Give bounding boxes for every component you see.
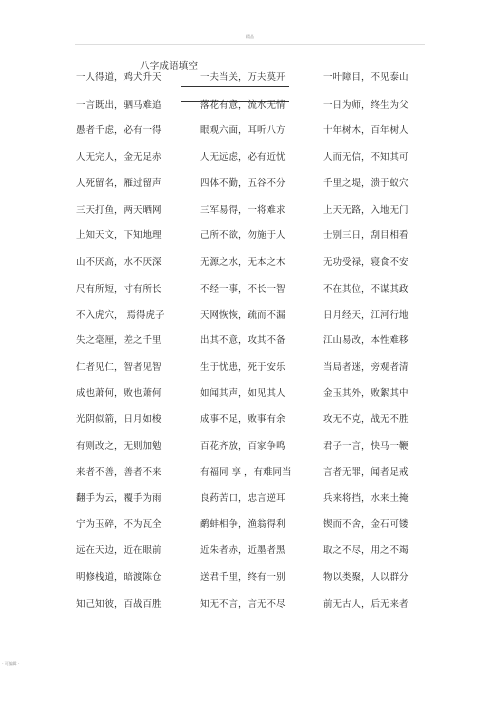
- idiom-cell: 金玉其外，败絮其中: [323, 388, 409, 399]
- idiom-cell: 千里之堤，溃于蚁穴: [323, 178, 409, 189]
- idiom-cell: 出其不意，攻其不备: [200, 335, 286, 346]
- idiom-cell: 山不厌高，水不厌深: [76, 257, 162, 268]
- idiom-cell: 愚者千虑，必有一得: [76, 125, 162, 136]
- idiom-cell: 上知天文，下知地理: [76, 230, 162, 241]
- idiom-cell: 有福同 享 ，有难同当: [200, 467, 292, 478]
- table-row: [0, 99, 500, 113]
- idiom-cell: 人而无信，不知其可: [323, 152, 409, 163]
- idiom-cell: 四体不勤，五谷不分: [200, 178, 286, 189]
- table-row: [0, 518, 500, 532]
- table-row: [0, 124, 500, 138]
- idiom-cell: 江山易改，本性难移: [323, 335, 409, 346]
- idiom-cell: 当局者迷，旁观者清: [323, 362, 409, 373]
- idiom-cell: 来者不善，善者不来: [76, 467, 162, 478]
- table-row: [0, 492, 500, 506]
- idiom-cell: 一叶障目，不见泰山: [323, 72, 409, 83]
- idiom-cell: 不入虎穴， 焉得虎子: [76, 310, 165, 321]
- idiom-cell: 失之毫厘，差之千里: [76, 335, 162, 346]
- table-row: [0, 334, 500, 348]
- idiom-cell: 一夫当关，万夫莫开: [200, 72, 286, 83]
- idiom-cell: 落花有意，流水无情: [200, 100, 286, 111]
- idiom-cell: 明修栈道，暗渡陈仓: [76, 572, 162, 583]
- idiom-cell: 生于忧患，死于安乐: [200, 362, 286, 373]
- idiom-cell: 鹬蚌相争，渔翁得利: [200, 519, 286, 530]
- idiom-cell: 良药苦口，忠言逆耳: [200, 493, 286, 504]
- idiom-cell: 光阴似箭，日月如梭: [76, 414, 162, 425]
- table-row: [0, 283, 500, 297]
- table-row: [0, 361, 500, 375]
- idiom-cell: 上天无路，入地无门: [323, 205, 409, 216]
- idiom-cell: 知己知彼，百战百胜: [76, 599, 162, 610]
- idiom-cell: 仁者见仁，智者见智: [76, 362, 162, 373]
- idiom-cell: 一日为师，终生为父: [323, 100, 409, 111]
- idiom-cell: 知无不言，言无不尽: [200, 599, 286, 610]
- idiom-cell: 成事不足，败事有余: [200, 414, 286, 425]
- table-row: [0, 256, 500, 270]
- page-header: 精品: [246, 34, 254, 39]
- idiom-cell: 人无远虑，必有近忧: [200, 152, 286, 163]
- idiom-cell: 君子一言，快马一鞭: [323, 441, 409, 452]
- table-row: [0, 598, 500, 612]
- idiom-cell: 一言既出，驷马难追: [76, 100, 162, 111]
- table-row: [0, 177, 500, 191]
- idiom-cell: 十年树木，百年树人: [323, 125, 409, 136]
- table-row: [0, 466, 500, 480]
- idiom-cell: 成也萧何，败也萧何: [76, 388, 162, 399]
- idiom-cell: 锲而不舍，金石可镂: [323, 519, 409, 530]
- idiom-cell: 近朱者赤，近墨者黑: [200, 545, 286, 556]
- table-row: [0, 544, 500, 558]
- idiom-cell: 如闻其声，如见其人: [200, 388, 286, 399]
- table-row: [0, 413, 500, 427]
- idiom-cell: 不在其位，不谋其政: [323, 284, 409, 295]
- idiom-cell: 远在天边，近在眼前: [76, 545, 162, 556]
- idiom-cell: 人死留名，雁过留声: [76, 178, 162, 189]
- idiom-cell: 兵来将挡，水来土掩: [323, 493, 409, 504]
- idiom-cell: 翻手为云，覆手为雨: [76, 493, 162, 504]
- idiom-cell: 宁为玉碎，不为瓦全: [76, 519, 162, 530]
- idiom-cell: 人无完人，金无足赤: [76, 152, 162, 163]
- page-footer: - 可编辑 -: [2, 661, 20, 666]
- idiom-cell: 攻无不克，战无不胜: [323, 414, 409, 425]
- idiom-cell: 三军易得，一将难求: [200, 205, 286, 216]
- blank-underline: [181, 86, 289, 87]
- idiom-cell: 前无古人，后无来者: [323, 599, 409, 610]
- idiom-cell: 物以类聚，人以群分: [323, 572, 409, 583]
- table-row: [0, 229, 500, 243]
- idiom-cell: 一人得道，鸡犬升天: [76, 72, 162, 83]
- idiom-cell: 有则改之，无则加勉: [76, 441, 162, 452]
- table-row: [0, 571, 500, 585]
- table-row: [0, 71, 500, 85]
- idiom-cell: 无源之水，无本之木: [200, 257, 286, 268]
- idiom-cell: 眼观六面，耳听八方: [200, 125, 286, 136]
- idiom-cell: 不经一事，不长一智: [200, 284, 286, 295]
- idiom-cell: 送君千里，终有一别: [200, 572, 286, 583]
- page-title: 八字成语填空: [140, 61, 199, 72]
- table-row: [0, 204, 500, 218]
- table-row: [0, 440, 500, 454]
- header-divider: [75, 44, 425, 45]
- idiom-cell: 无功受禄，寝食不安: [323, 257, 409, 268]
- table-row: [0, 387, 500, 401]
- table-row: [0, 151, 500, 165]
- idiom-cell: 己所不欲，勿施于人: [200, 230, 286, 241]
- idiom-cell: 士别三日，刮目相看: [323, 230, 409, 241]
- idiom-cell: 日月经天，江河行地: [323, 310, 409, 321]
- idiom-cell: 三天打鱼，两天晒网: [76, 205, 162, 216]
- idiom-cell: 尺有所短，寸有所长: [76, 284, 162, 295]
- table-row: [0, 309, 500, 323]
- idiom-cell: 天网恢恢，疏而不漏: [200, 310, 286, 321]
- idiom-cell: 取之不尽，用之不竭: [323, 545, 409, 556]
- idiom-cell: 百花齐放，百家争鸣: [200, 441, 286, 452]
- idiom-cell: 言者无罪，闻者足戒: [323, 467, 409, 478]
